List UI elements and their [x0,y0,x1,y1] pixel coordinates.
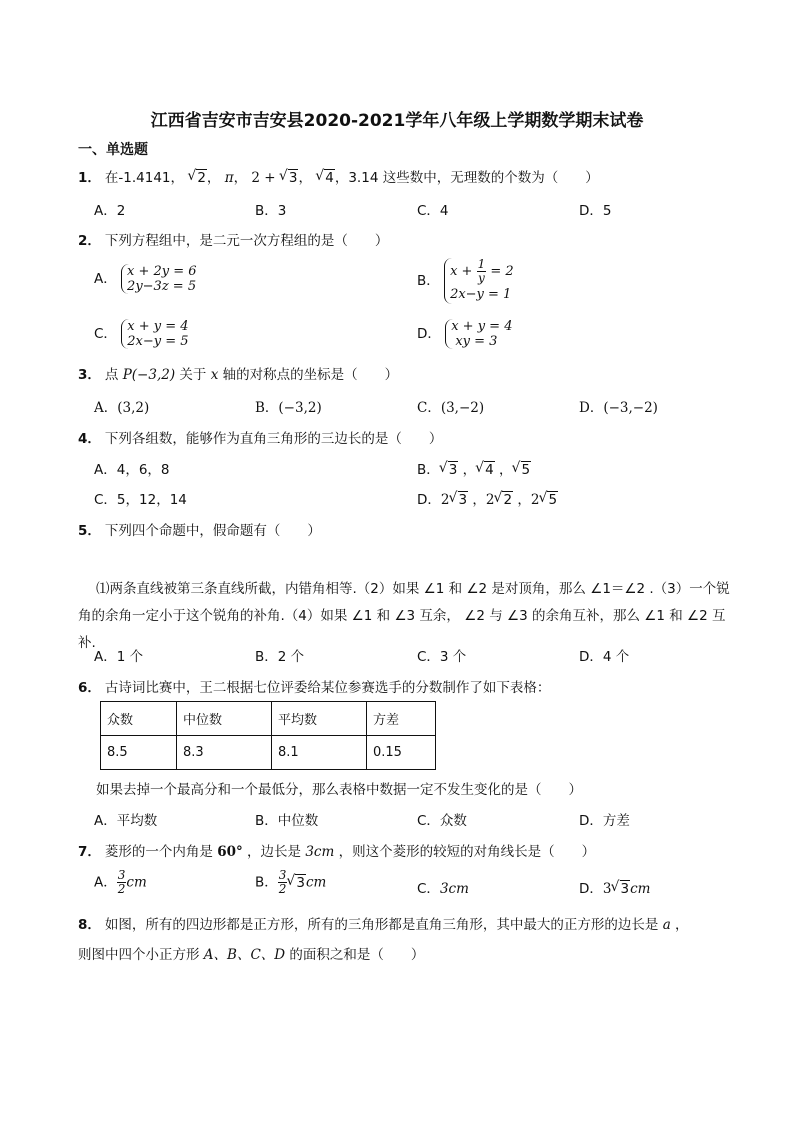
table-header: 平均数 [272,702,367,736]
question-number: 2． [78,233,101,249]
fraction: $\frac{1}{y}$ [477,257,486,285]
equation-system: x + $\frac{1}{y}$ = 2 2x−y = 1 [444,258,514,304]
sqrt-5: √ 5 [513,462,532,478]
comma: ， [462,462,477,478]
question-number: 6． [78,680,101,696]
option-a[interactable]: A．4，6，8 [94,462,170,478]
option-a[interactable]: A．2 [94,203,126,219]
q8-text: ， [670,917,689,933]
angle-value: 60° [217,844,243,860]
option-c[interactable]: C．3 个 [417,649,467,665]
comma: ， [233,170,248,186]
sqrt-2: √ 2 [188,170,207,186]
equation-system: x + 2y = 6 2y−3z = 5 [121,264,197,294]
value: 3cm [439,881,469,897]
option-c[interactable]: C．(3,−2) [417,400,485,416]
table-header: 众数 [101,702,177,736]
option-label: A． [94,271,117,287]
comma: ， [298,170,312,186]
coefficient: 3 [602,881,612,897]
coefficient: 2 [530,492,540,508]
option-c[interactable]: C．5，12，14 [94,492,187,508]
question-1 [78,166,599,186]
question-6 [78,676,550,696]
question-number: 3． [78,367,101,383]
question-number: 8． [78,917,101,933]
equation-system: x + y = 4 xy = 3 [445,319,512,349]
table-cell: 0.15 [367,736,436,770]
q2-text: 下列方程组中，是二元一次方程组的是（ ） [104,233,389,249]
option-a[interactable] [94,869,147,896]
option-b[interactable]: B．中位数 [255,813,319,829]
option-c[interactable]: C．4 [417,203,449,219]
coefficient: 2 [485,492,495,508]
sqrt-3: √ 3 [440,462,459,478]
option-b[interactable]: B．3 [255,203,287,219]
fraction: $\frac{3}{2}$ [117,868,126,896]
option-label: B． [417,273,440,289]
option-label: B． [417,462,440,478]
option-b[interactable]: B．(−3,2) [255,400,322,416]
option-d[interactable] [417,319,512,349]
unit: cm [630,881,651,897]
question-number: 7． [78,844,101,860]
option-label: B． [255,874,278,891]
coefficient: 2 [440,492,450,508]
option-c[interactable] [417,877,469,897]
unit: cm [126,874,147,891]
section-heading: 一、单选题 [78,142,148,158]
option-label: C． [417,881,440,897]
question-3 [78,363,398,383]
sqrt-3: √ 3 [280,170,299,186]
var-a: a [662,917,671,933]
question-number: 4． [78,431,101,447]
option-a[interactable]: A．平均数 [94,813,158,829]
score-table [100,701,436,770]
sqrt-2: √ 2 [494,492,513,508]
q5-text: 下列四个命题中，假命题有（ ） [104,523,321,539]
question-2 [78,229,388,249]
q7-text: 菱形的一个内角是 [104,844,218,860]
q5-statements: ⑴两条直线被第三条直线所截，内错角相等.（2）如果 ∠1 和 ∠2 是对顶角，那么 ∠1＝∠2 .（3）一个锐角的余角一定小于这个锐角的补角.（4）如果 ∠1 和 ∠3 互余， ∠2 与 ∠3 的余角互补，那么 ∠1 和 ∠2 互补. [78,581,730,651]
q8-text: 如图，所有的四边形都是正方形，所有的三角形都是直角三角形，其中最大的正方形的边长是 [104,917,663,933]
q6-follow-up: 如果去掉一个最高分和一个最低分，那么表格中数据一定不发生变化的是（ ） [96,782,582,798]
table-cell: 8.5 [101,736,177,770]
comma: ， [472,492,486,508]
option-label: D． [579,881,603,897]
option-a[interactable]: A．1 个 [94,649,144,665]
table-header: 中位数 [177,702,272,736]
option-a[interactable]: A．(3,2) [94,400,150,416]
question-7 [78,840,595,860]
q1-text: 在-1.4141， [104,170,185,186]
equation-system: x + y = 4 2x−y = 5 [121,319,188,349]
option-c[interactable]: C．众数 [417,813,467,829]
option-c[interactable] [94,319,189,349]
option-label: C． [94,326,117,342]
option-d[interactable]: D．(−3,−2) [579,400,658,416]
option-d[interactable]: D．4 个 [579,649,630,665]
square-labels: A、B、C、D [203,947,286,963]
question-8 [78,913,689,933]
option-label: D． [417,492,441,508]
option-b[interactable] [417,458,531,478]
question-8-line-2 [78,943,424,963]
option-b[interactable] [255,869,326,896]
var-x: x [210,367,219,383]
option-label: A． [94,874,117,891]
fraction: $\frac{3}{2}$ [278,868,287,896]
sqrt-3: √ 3 [612,881,631,897]
q7-text: ，则这个菱形的较短的对角线长是（ ） [334,844,596,860]
question-4 [78,427,442,447]
comma: ， [517,492,531,508]
sqrt-3: √ 3 [450,492,469,508]
q3-text: 关于 [175,367,211,383]
option-d[interactable]: D．5 [579,203,612,219]
table-cell: 8.3 [177,736,272,770]
table-cell: 8.1 [272,736,367,770]
option-b[interactable] [417,258,514,304]
comma: ， [206,170,221,186]
two-plus: 2 + [251,170,280,186]
question-5 [78,519,321,539]
sqrt-3: √ 3 [287,875,306,891]
option-label: D． [417,326,441,342]
q8-text: 则图中四个小正方形 [78,947,204,963]
unit: cm [306,874,327,891]
option-d[interactable]: D．方差 [579,813,630,829]
comma: ， [499,462,513,478]
q3-text: 点 [104,367,123,383]
table-header-row [101,702,436,736]
side-length: 3cm [305,844,335,860]
question-number: 5． [78,523,101,539]
option-d[interactable] [579,877,650,897]
q6-text: 古诗词比赛中，王二根据七位评委给某位参赛选手的分数制作了如下表格： [104,680,551,696]
table-header: 方差 [367,702,436,736]
page-title: 江西省吉安市吉安县2020-2021学年八年级上学期数学期末试卷 [150,111,644,131]
q3-text: 轴的对称点的坐标是（ ） [218,367,399,383]
q1-text-end: ，3.14 这些数中，无理数的个数为（ ） [334,170,599,186]
point-p: P(−3,2) [122,367,176,383]
q4-text: 下列各组数，能够作为直角三角形的三边长的是（ ） [104,431,443,447]
sqrt-4: √ 4 [316,170,335,186]
q7-text: ，边长是 [242,844,306,860]
option-a[interactable] [94,264,197,294]
sqrt-4: √ 4 [476,462,495,478]
option-b[interactable]: B．2 个 [255,649,305,665]
sqrt-5: √ 5 [539,492,558,508]
table-row [101,736,436,770]
question-number: 1． [78,170,101,186]
q8-text: 的面积之和是（ ） [285,947,425,963]
option-d[interactable] [417,488,558,508]
pi-symbol: π [224,170,234,186]
